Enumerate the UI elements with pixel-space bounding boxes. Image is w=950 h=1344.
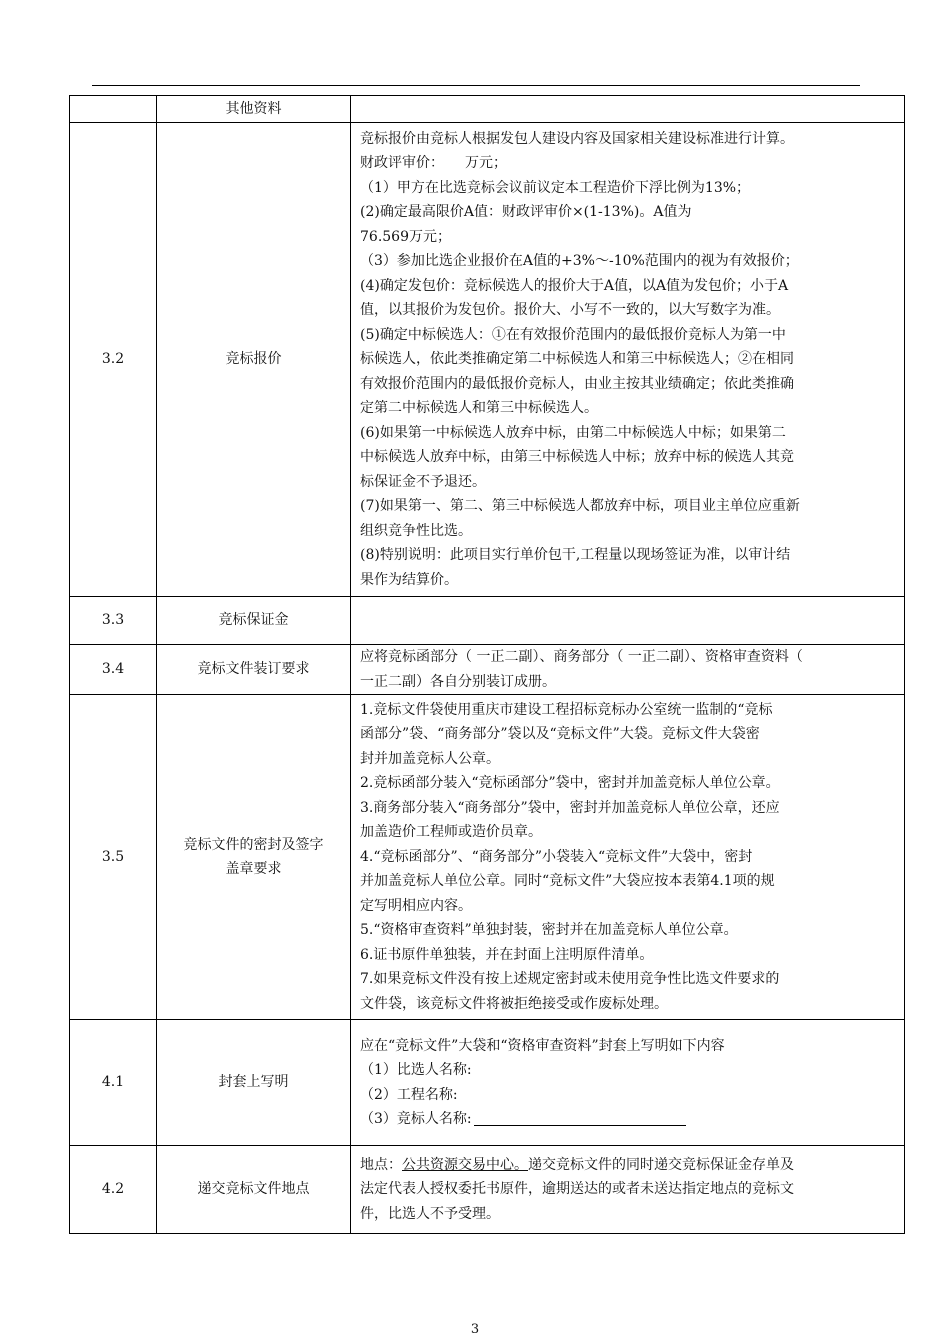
content-line: 加盖造价工程师或造价员章。 [360, 824, 542, 841]
content-line: （1）甲方在比选竞标会议前议定本工程造价下浮比例为13%； [360, 179, 751, 196]
content-line [360, 1107, 894, 1132]
content-line: 1.竞标文件袋使用重庆市建设工程招标竞标办公室统一监制的“竞标 [360, 701, 773, 718]
content-line: 并加盖竞标人单位公章。同时“竞标文件”大袋应按本表第4.1项的规 [360, 873, 775, 890]
content-line: 一正二副）各自分别装订成册。 [360, 673, 556, 690]
row-number: 4.2 [70, 1146, 157, 1234]
row-content [351, 1146, 905, 1234]
row-item: 竞标文件装订要求 [157, 645, 351, 695]
content-line: (7)如果第一、第二、第三中标候选人都放弃中标，项目业主单位应重新 [360, 498, 800, 515]
row-content [351, 645, 905, 695]
content-line: （1）比选人名称: [360, 1062, 472, 1078]
row-content [351, 695, 905, 1020]
content-line: 应将竞标函部分（ 一正二副）、商务部分（ 一正二副）、资格审查资料（ [360, 649, 803, 665]
content-line: 值，以其报价为发包价。报价大、小写不一致的，以大写数字为准。 [360, 302, 780, 319]
row-number: 3.3 [70, 597, 157, 645]
table-row [70, 96, 905, 123]
content-line: 组织竞争性比选。 [360, 522, 472, 539]
row-content [351, 597, 905, 645]
table-row [70, 1146, 905, 1234]
row-number: 3.2 [70, 123, 157, 597]
table-row [70, 123, 905, 597]
content-line [360, 1153, 894, 1178]
content-line: 财政评审价： 万元； [360, 155, 507, 172]
bidder-name-label: （3）竞标人名称: [360, 1111, 472, 1127]
content-line: 定第二中标候选人和第三中标候选人。 [360, 400, 598, 417]
content-line: (2)确定最高限价A值：财政评审价×(1-13%)。A值为 [360, 204, 692, 221]
content-line: （3）参加比选企业报价在A值的+3%～-10%范围内的视为有效报价； [360, 253, 799, 270]
header-rule [92, 85, 860, 86]
row-number [70, 96, 157, 123]
table-row [70, 645, 905, 695]
content-line: 果作为结算价。 [360, 571, 458, 588]
content-line: 6.证书原件单独装，并在封面上注明原件清单。 [360, 946, 654, 963]
row-item: 其他资料 [157, 96, 351, 123]
content-line: (6)如果第一中标候选人放弃中标，由第二中标候选人中标；如果第二 [360, 424, 786, 441]
row-item: 递交竞标文件地点 [157, 1146, 351, 1234]
content-line: 件，比选人不予受理。 [360, 1205, 500, 1222]
row-item: 竞标保证金 [157, 597, 351, 645]
row-item: 竞标报价 [157, 123, 351, 597]
row-content [351, 123, 905, 597]
content-line: 76.569万元； [360, 228, 451, 245]
table-row [70, 1020, 905, 1146]
content-line: 中标候选人放弃中标，由第三中标候选人中标；放弃中标的候选人其竞 [360, 449, 794, 466]
row-item-label: 竞标文件的密封及签字盖章要求 [183, 836, 324, 877]
table-row [70, 695, 905, 1020]
content-line: 竞标报价由竞标人根据发包人建设内容及国家相关建设标准进行计算。 [360, 130, 794, 147]
row-content [351, 1020, 905, 1146]
content-line: 4.“竞标函部分”、“商务部分”小袋装入“竞标文件”大袋中，密封 [360, 848, 753, 865]
content-line: (8)特别说明：此项目实行单价包干,工程量以现场签证为准，以审计结 [360, 547, 791, 564]
content-line: 有效报价范围内的最低报价竞标人，由业主按其业绩确定；依此类推确 [360, 375, 794, 392]
content-line: 2.竞标函部分装入“竞标函部分”袋中，密封并加盖竞标人单位公章。 [360, 775, 780, 792]
content-line: (5)确定中标候选人：①在有效报价范围内的最低报价竞标人为第一中 [360, 326, 786, 343]
location-label: 地点： [360, 1156, 402, 1173]
page-number: 3 [470, 1322, 480, 1337]
row-number: 3.4 [70, 645, 157, 695]
row-item: 封套上写明 [157, 1020, 351, 1146]
row-item [157, 695, 351, 1020]
location-text: 递交竞标文件的同时递交竞标保证金存单及 [528, 1156, 794, 1173]
location-name: 公共资源交易中心。 [402, 1156, 528, 1173]
row-number: 3.5 [70, 695, 157, 1020]
row-content [351, 96, 905, 123]
content-line: 文件袋，该竞标文件将被拒绝接受或作废标处理。 [360, 995, 668, 1012]
content-line: 应在“竞标文件”大袋和“资格审查资料”封套上写明如下内容 [360, 1037, 725, 1054]
content-line: 定写明相应内容。 [360, 897, 472, 914]
bidding-requirements-table [69, 95, 905, 1234]
bidder-name-blank [474, 1109, 686, 1126]
content-line: 7.如果竞标文件没有按上述规定密封或未使用竞争性比选文件要求的 [360, 971, 780, 988]
content-line: (4)确定发包价：竞标候选人的报价大于A值，以A值为发包价；小于A [360, 277, 789, 294]
content-line: 函部分”袋、“商务部分”袋以及“竞标文件”大袋。竞标文件大袋密 [360, 726, 760, 743]
content-line: 5.“资格审查资料”单独封装，密封并在加盖竞标人单位公章。 [360, 922, 738, 939]
content-line: 法定代表人授权委托书原件，逾期送达的或者未送达指定地点的竞标文 [360, 1181, 794, 1198]
content-line: 3.商务部分装入“商务部分”袋中，密封并加盖竞标人单位公章，还应 [360, 799, 780, 816]
row-number: 4.1 [70, 1020, 157, 1146]
content-line: （2）工程名称: [360, 1086, 458, 1103]
content-line: 标保证金不予退还。 [360, 473, 486, 490]
content-line: 标候选人，依此类推确定第二中标候选人和第三中标候选人；②在相同 [360, 351, 794, 368]
content-line: 封并加盖竞标人公章。 [360, 750, 500, 767]
table-row [70, 597, 905, 645]
